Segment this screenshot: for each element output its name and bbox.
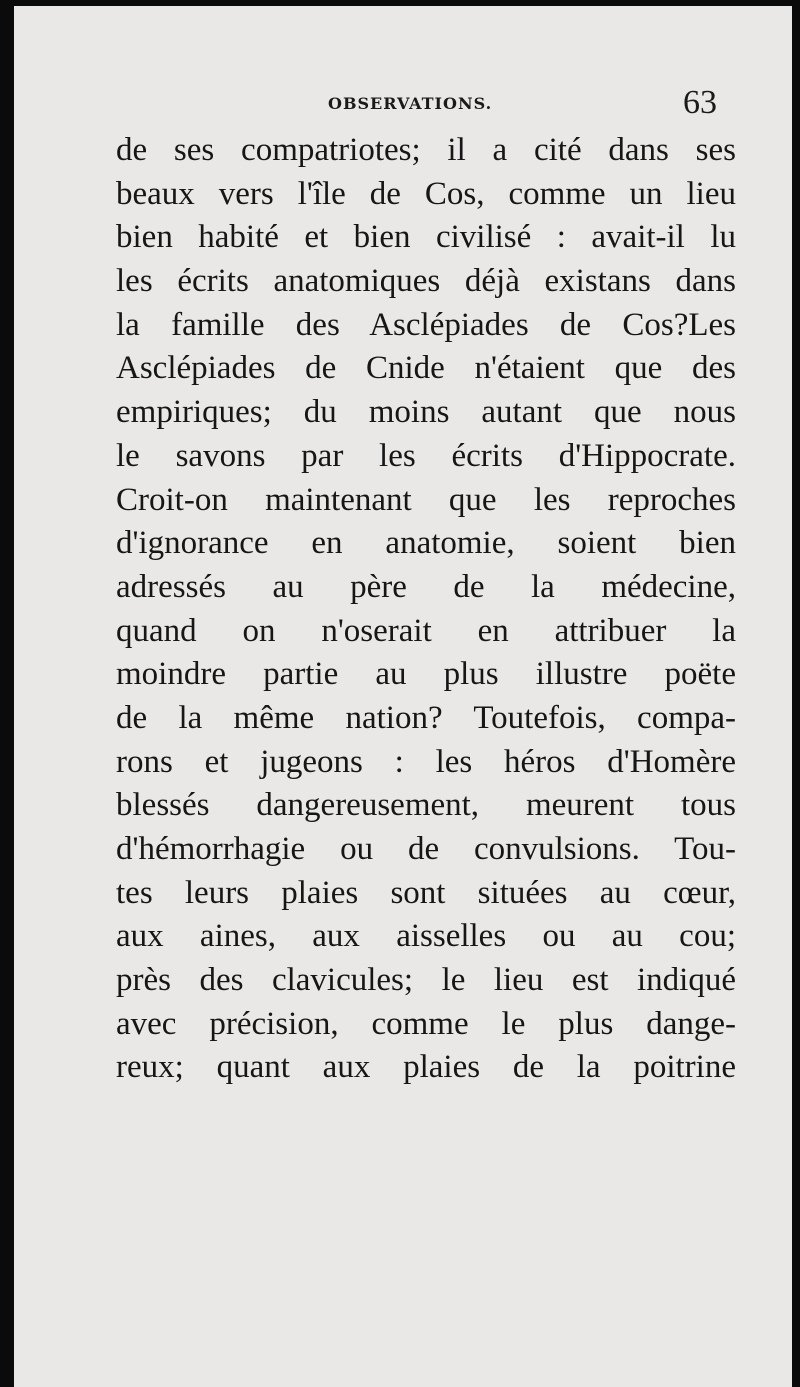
text-line: reux; quant aux plaies de la poitrine bbox=[116, 1049, 736, 1086]
page-header bbox=[14, 84, 792, 130]
text-line: d'hémorrhagie ou de convulsions. Tou- bbox=[116, 831, 736, 867]
text-line: avec précision, comme le plus dange- bbox=[116, 1005, 736, 1042]
text-line: bien habité et bien civilisé : avait-il lu bbox=[116, 219, 736, 256]
text-line: le savons par les écrits d'Hippocrate. bbox=[116, 437, 736, 474]
text-line: de ses compatriotes; il a cité dans ses bbox=[116, 132, 736, 168]
text-line: beaux vers l'île de Cos, comme un lieu bbox=[116, 175, 736, 212]
text-line: Croit-on maintenant que les reproches bbox=[116, 481, 736, 518]
text-line: près des clavicules; le lieu est indiqué bbox=[116, 962, 736, 999]
text-line: Asclépiades de Cnide n'étaient que des bbox=[116, 350, 736, 387]
book-page bbox=[14, 6, 792, 1387]
text-line: tes leurs plaies sont situées au cœur, bbox=[116, 874, 736, 911]
text-line: moindre partie au plus illustre poëte bbox=[116, 656, 736, 693]
running-title: OBSERVATIONS. bbox=[328, 94, 493, 113]
text-line: quand on n'oserait en attribuer la bbox=[116, 612, 736, 649]
body-text bbox=[116, 129, 736, 1090]
text-line: empiriques; du moins autant que nous bbox=[116, 394, 736, 431]
text-line: aux aines, aux aisselles ou au cou; bbox=[116, 918, 736, 955]
text-line: blessés dangereusement, meurent tous bbox=[116, 787, 736, 824]
text-line: d'ignorance en anatomie, soient bien bbox=[116, 525, 736, 562]
text-line: la famille des Asclépiades de Cos?Les bbox=[116, 306, 736, 343]
text-line: rons et jugeons : les héros d'Homère bbox=[116, 743, 736, 780]
text-line: de la même nation? Toutefois, compa- bbox=[116, 699, 736, 736]
page-number: 63 bbox=[683, 84, 717, 121]
text-line: les écrits anatomiques déjà existans dans bbox=[116, 263, 736, 300]
text-line: adressés au père de la médecine, bbox=[116, 568, 736, 605]
